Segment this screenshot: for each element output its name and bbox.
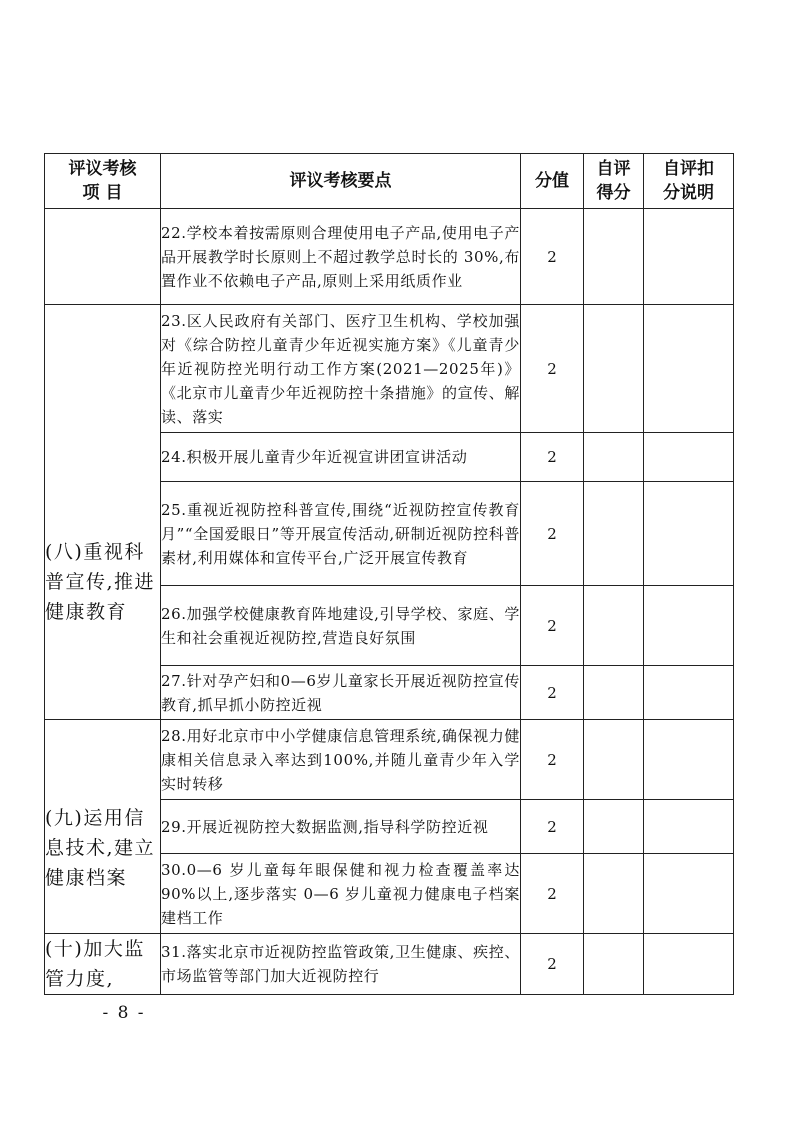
self-note-cell <box>644 586 734 666</box>
self-note-cell <box>644 720 734 800</box>
header-self-note-label: 自评扣 分说明 <box>663 159 714 203</box>
self-note-cell <box>644 305 734 433</box>
category-label: (九)运用信息技术,建立健康档案 <box>45 806 156 889</box>
self-note-cell <box>644 209 734 305</box>
header-score: 分值 <box>521 154 584 209</box>
point-cell: 24.积极开展儿童青少年近视宣讲团宣讲活动 <box>161 433 521 482</box>
self-score-cell <box>584 482 644 586</box>
header-self-score-label: 自评 得分 <box>596 159 631 203</box>
table-row <box>45 720 734 800</box>
point-cell: 31.落实北京市近视防控监管政策,卫生健康、疾控、市场监管等部门加大近视防控行 <box>161 934 521 995</box>
page-number: - 8 - <box>102 1003 146 1023</box>
category-label: (八)重视科普宣传,推进健康教育 <box>45 541 156 623</box>
point-cell: 30.0—6 岁儿童每年眼保健和视力检查覆盖率达 90%以上,逐步落实 0—6 岁儿童视力健康电子档案建档工作 <box>161 854 521 934</box>
score-cell: 2 <box>521 209 584 305</box>
point-cell: 23.区人民政府有关部门、医疗卫生机构、学校加强对《综合防控儿童青少年近视实施方案》《儿童青少年近视防控光明行动工作方案(2021—2025年)》《北京市儿童青少年近视防控十条措施》的宣传、解读、落实 <box>161 305 521 433</box>
table-row <box>45 305 734 433</box>
point-cell: 26.加强学校健康教育阵地建设,引导学校、家庭、学生和社会重视近视防控,营造良好氛围 <box>161 586 521 666</box>
category-label: (十)加大监管力度, <box>45 938 145 990</box>
category-cell-continued <box>45 209 161 305</box>
point-cell: 25.重视近视防控科普宣传,围绕“近视防控宣传教育月”“全国爱眼日”等开展宣传活动,研制近视防控科普素材,利用媒体和宣传平台,广泛开展宣传教育 <box>161 482 521 586</box>
self-note-cell <box>644 800 734 854</box>
evaluation-table <box>44 153 734 995</box>
score-cell: 2 <box>521 934 584 995</box>
point-cell: 29.开展近视防控大数据监测,指导科学防控近视 <box>161 800 521 854</box>
score-cell: 2 <box>521 800 584 854</box>
self-score-cell <box>584 934 644 995</box>
category-cell <box>45 720 161 934</box>
table-row <box>45 934 734 995</box>
table-row <box>45 209 734 305</box>
self-score-cell <box>584 800 644 854</box>
category-cell <box>45 305 161 720</box>
header-point: 评议考核要点 <box>161 154 521 209</box>
score-cell: 2 <box>521 666 584 720</box>
header-self-note <box>644 154 734 209</box>
point-cell: 28.用好北京市中小学健康信息管理系统,确保视力健康相关信息录入率达到100%,并随儿童青少年入学实时转移 <box>161 720 521 800</box>
score-cell: 2 <box>521 720 584 800</box>
point-cell: 22.学校本着按需原则合理使用电子产品,使用电子产品开展教学时长原则上不超过教学总时长的 30%,布置作业不依赖电子产品,原则上采用纸质作业 <box>161 209 521 305</box>
self-score-cell <box>584 854 644 934</box>
self-score-cell <box>584 720 644 800</box>
self-note-cell <box>644 433 734 482</box>
point-cell: 27.针对孕产妇和0—6岁儿童家长开展近视防控宣传教育,抓早抓小防控近视 <box>161 666 521 720</box>
self-note-cell <box>644 934 734 995</box>
header-category-label: 评议考核 项 目 <box>68 159 137 203</box>
score-cell: 2 <box>521 586 584 666</box>
self-note-cell <box>644 854 734 934</box>
score-cell: 2 <box>521 433 584 482</box>
score-cell: 2 <box>521 854 584 934</box>
self-score-cell <box>584 209 644 305</box>
self-score-cell <box>584 305 644 433</box>
self-note-cell <box>644 666 734 720</box>
header-category <box>45 154 161 209</box>
score-cell: 2 <box>521 482 584 586</box>
self-score-cell <box>584 666 644 720</box>
self-score-cell <box>584 586 644 666</box>
header-row <box>45 154 734 209</box>
header-self-score <box>584 154 644 209</box>
category-cell <box>45 934 161 995</box>
self-score-cell <box>584 433 644 482</box>
score-cell: 2 <box>521 305 584 433</box>
self-note-cell <box>644 482 734 586</box>
